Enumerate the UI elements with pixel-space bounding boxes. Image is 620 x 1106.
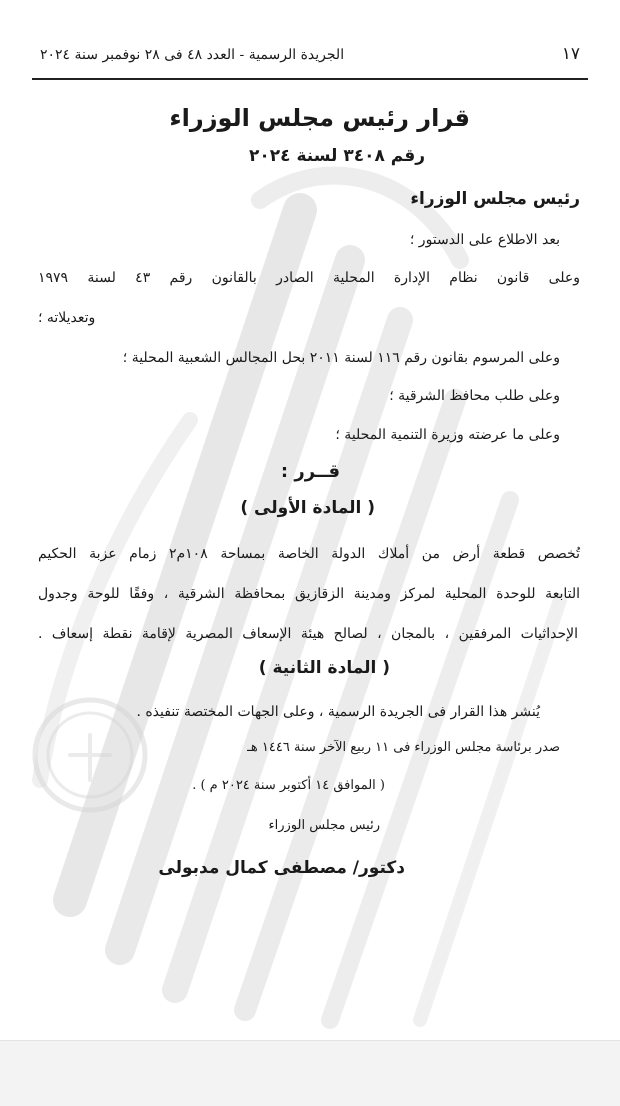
- footer-band: [0, 1040, 620, 1106]
- preamble-line: بعد الاطلاع على الدستور ؛: [409, 232, 560, 248]
- preamble-line: وعلى قانون نظام الإدارة المحلية الصادر بالقانون رقم ٤٣ لسنة ١٩٧٩: [38, 270, 580, 286]
- decree-title: قرار رئيس مجلس الوزراء: [169, 104, 470, 132]
- page-header: [40, 44, 580, 64]
- decree-number: رقم ٣٤٠٨ لسنة ٢٠٢٤: [249, 146, 425, 166]
- preamble-line: وعلى طلب محافظ الشرقية ؛: [389, 388, 560, 404]
- issued-date: صدر برئاسة مجلس الوزراء فى ١١ ربيع الآخر سنة ١٤٤٦ هـ: [247, 740, 560, 755]
- article-one-line: تُخصص قطعة أرض من أملاك الدولة الخاصة بمساحة ١٠٨م٢ زمام عزبة الحكيم: [38, 546, 580, 562]
- decision-word: قــرر :: [280, 461, 340, 482]
- decree-authority: رئيس مجلس الوزراء: [410, 189, 580, 209]
- article-one-line: التابعة للوحدة المحلية لمركز ومدينة الزقازيق بمحافظة الشرقية ، وفقًا للوحة وجدول: [38, 586, 580, 602]
- article-one-heading: ( المادة الأولى ): [240, 498, 375, 518]
- article-two-heading: ( المادة الثانية ): [258, 658, 390, 678]
- signer-name: دكتور/ مصطفى كمال مدبولى: [158, 858, 405, 878]
- header-rule: [32, 78, 588, 80]
- preamble-line: وعلى ما عرضته وزيرة التنمية المحلية ؛: [335, 427, 560, 443]
- article-one-line: الإحداثيات المرفقين ، بالمجان ، لصالح هيئة الإسعاف المصرية لإقامة نقطة إسعاف .: [38, 626, 578, 642]
- corresponding-date: ( الموافق ١٤ أكتوبر سنة ٢٠٢٤ م ) .: [192, 778, 385, 793]
- page-number: ١٧: [561, 44, 580, 64]
- signer-title: رئيس مجلس الوزراء: [268, 818, 380, 833]
- preamble-line: وعلى المرسوم بقانون رقم ١١٦ لسنة ٢٠١١ بحل المجالس الشعبية المحلية ؛: [122, 350, 560, 366]
- gazette-issue: الجريدة الرسمية - العدد ٤٨ فى ٢٨ نوفمبر سنة ٢٠٢٤: [40, 47, 345, 63]
- preamble-line: وتعديلاته ؛: [38, 310, 96, 326]
- article-two-text: يُنشر هذا القرار فى الجريدة الرسمية ، وعلى الجهات المختصة تنفيذه .: [136, 704, 540, 720]
